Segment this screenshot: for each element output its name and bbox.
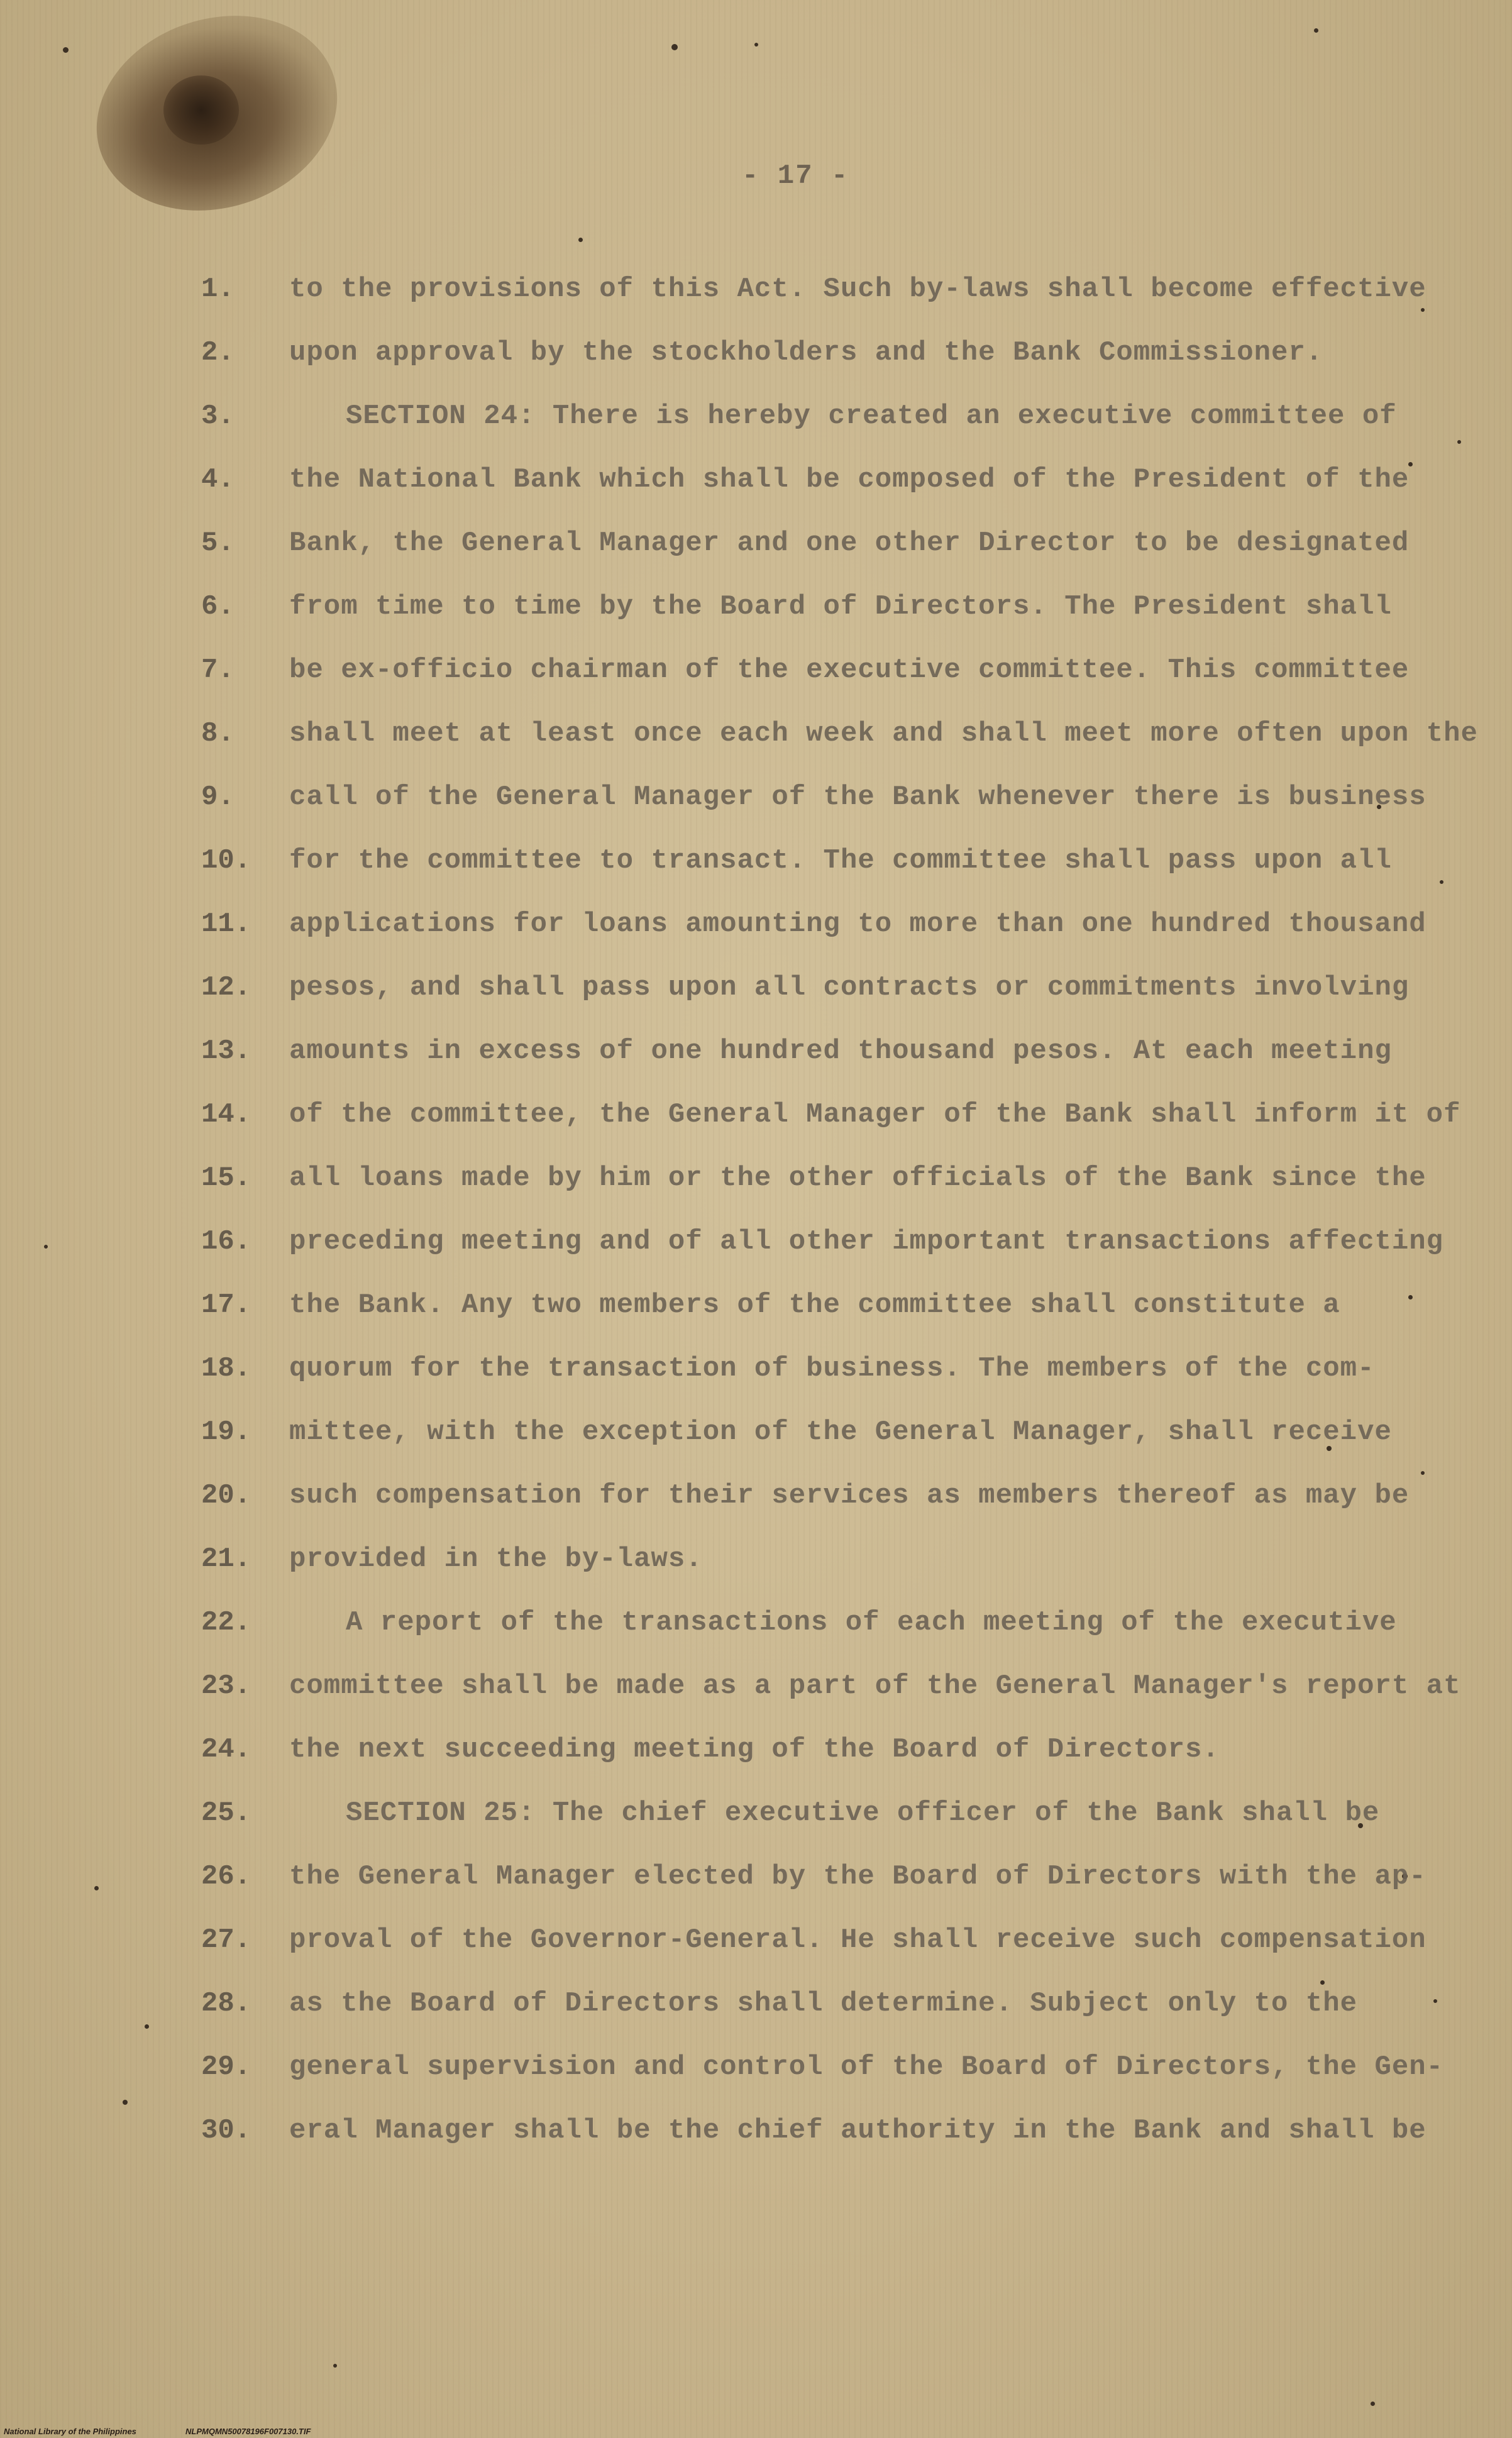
text-line	[201, 972, 1408, 1035]
line-text: the Bank. Any two members of the committee shall constitute a	[289, 1289, 1340, 1321]
text-line	[201, 1035, 1408, 1099]
line-text: SECTION 24: There is hereby created an executive committee of	[346, 400, 1397, 432]
line-text: preceding meeting and of all other important transactions affecting	[289, 1226, 1444, 1257]
line-text: pesos, and shall pass upon all contracts or commitments involving	[289, 972, 1410, 1003]
line-number: 14.	[201, 1099, 251, 1130]
line-text: quorum for the transaction of business. The members of the com-	[289, 1353, 1375, 1384]
line-number: 28.	[201, 1988, 251, 2019]
text-line	[201, 1226, 1444, 1289]
file-identifier: NLPMQMN50078196F007130.TIF	[185, 2427, 311, 2436]
speck	[123, 2100, 128, 2105]
speck	[1421, 308, 1425, 312]
line-text: the National Bank which shall be composed of the President of the	[289, 464, 1410, 495]
line-number: 27.	[201, 1924, 251, 1956]
line-number: 1.	[201, 273, 235, 305]
line-number: 23.	[201, 1670, 251, 1702]
text-line	[201, 1416, 1408, 1480]
text-line	[201, 908, 1426, 972]
text-line	[201, 1861, 1426, 1924]
line-text: be ex-officio chairman of the executive committee. This committee	[289, 654, 1410, 686]
text-line	[201, 400, 1408, 464]
line-text: call of the General Manager of the Bank whenever there is business	[289, 781, 1426, 813]
line-text: of the committee, the General Manager of the Bank shall inform it of	[289, 1099, 1461, 1130]
text-line	[201, 273, 1426, 337]
line-number: 18.	[201, 1353, 251, 1384]
text-line	[201, 654, 1408, 718]
line-number: 21.	[201, 1543, 251, 1575]
line-number: 11.	[201, 908, 251, 940]
speck	[145, 2024, 149, 2029]
text-line	[201, 591, 1408, 654]
line-number: 24.	[201, 1734, 251, 1765]
punch-hole	[163, 75, 239, 145]
line-text: such compensation for their services as members thereof as may be	[289, 1480, 1410, 1511]
line-number: 26.	[201, 1861, 251, 1892]
line-text: shall meet at least once each week and shall meet more often upon the	[289, 718, 1478, 749]
text-line	[201, 1607, 1408, 1670]
line-number: 10.	[201, 845, 251, 876]
line-number: 16.	[201, 1226, 251, 1257]
text-line	[201, 1099, 1461, 1162]
speck	[1421, 1471, 1425, 1475]
speck	[754, 43, 758, 47]
text-line	[201, 337, 1408, 400]
line-text: A report of the transactions of each meeting of the executive	[346, 1607, 1397, 1638]
text-line	[201, 781, 1426, 845]
text-line	[201, 1162, 1426, 1226]
line-number: 29.	[201, 2051, 251, 2083]
line-text: the General Manager elected by the Board of Directors with the ap-	[289, 1861, 1426, 1892]
line-number: 9.	[201, 781, 235, 813]
text-line	[201, 1924, 1426, 1988]
line-number: 12.	[201, 972, 251, 1003]
line-text: general supervision and control of the Board of Directors, the Gen-	[289, 2051, 1444, 2083]
text-line	[201, 1797, 1408, 1861]
line-text: as the Board of Directors shall determine. Subject only to the	[289, 1988, 1358, 2019]
text-line	[201, 718, 1478, 781]
line-number: 6.	[201, 591, 235, 622]
line-number: 13.	[201, 1035, 251, 1067]
text-line	[201, 1988, 1408, 2051]
speck	[671, 44, 678, 50]
line-number: 15.	[201, 1162, 251, 1194]
text-line	[201, 2051, 1444, 2115]
line-number: 25.	[201, 1797, 251, 1829]
line-number: 7.	[201, 654, 235, 686]
speck	[333, 2364, 337, 2368]
line-text: provided in the by-laws.	[289, 1543, 703, 1575]
text-line	[201, 845, 1408, 908]
speck	[63, 47, 69, 53]
line-number: 2.	[201, 337, 235, 368]
line-number: 17.	[201, 1289, 251, 1321]
text-line	[201, 1480, 1408, 1543]
text-line	[201, 464, 1408, 527]
page-number: - 17 -	[742, 160, 849, 192]
speck	[1457, 440, 1461, 444]
line-text: committee shall be made as a part of the General Manager's report at	[289, 1670, 1461, 1702]
line-number: 3.	[201, 400, 235, 432]
text-line	[201, 1670, 1461, 1734]
line-text: all loans made by him or the other officials of the Bank since the	[289, 1162, 1426, 1194]
line-number: 22.	[201, 1607, 251, 1638]
speck	[1433, 1999, 1437, 2003]
line-number: 5.	[201, 527, 235, 559]
line-text: to the provisions of this Act. Such by-laws shall become effective	[289, 273, 1426, 305]
speck	[44, 1245, 48, 1249]
line-number: 4.	[201, 464, 235, 495]
line-text: from time to time by the Board of Directors. The President shall	[289, 591, 1392, 622]
text-line	[201, 1353, 1408, 1416]
line-text: upon approval by the stockholders and the Bank Commissioner.	[289, 337, 1323, 368]
line-text: proval of the Governor-General. He shall receive such compensation	[289, 1924, 1426, 1956]
body-text	[201, 273, 1478, 2178]
speck	[578, 238, 583, 242]
text-line	[201, 2115, 1426, 2178]
line-text: Bank, the General Manager and one other Director to be designated	[289, 527, 1410, 559]
library-credit: National Library of the Philippines	[4, 2427, 136, 2436]
line-number: 19.	[201, 1416, 251, 1448]
line-text: amounts in excess of one hundred thousand pesos. At each meeting	[289, 1035, 1392, 1067]
line-number: 30.	[201, 2115, 251, 2146]
line-text: eral Manager shall be the chief authority in the Bank and shall be	[289, 2115, 1426, 2146]
text-line	[201, 1289, 1408, 1353]
speck	[1314, 28, 1318, 33]
speck	[1440, 880, 1443, 884]
text-line	[201, 1543, 1408, 1607]
text-line	[201, 1734, 1408, 1797]
line-text: SECTION 25: The chief executive officer of the Bank shall be	[346, 1797, 1380, 1829]
text-line	[201, 527, 1408, 591]
line-number: 8.	[201, 718, 235, 749]
line-number: 20.	[201, 1480, 251, 1511]
line-text: applications for loans amounting to more than one hundred thousand	[289, 908, 1426, 940]
line-text: mittee, with the exception of the General Manager, shall receive	[289, 1416, 1392, 1448]
line-text: for the committee to transact. The committee shall pass upon all	[289, 845, 1392, 876]
speck	[1371, 2402, 1375, 2406]
speck	[94, 1886, 99, 1890]
speck	[1408, 1295, 1413, 1299]
line-text: the next succeeding meeting of the Board of Directors.	[289, 1734, 1220, 1765]
